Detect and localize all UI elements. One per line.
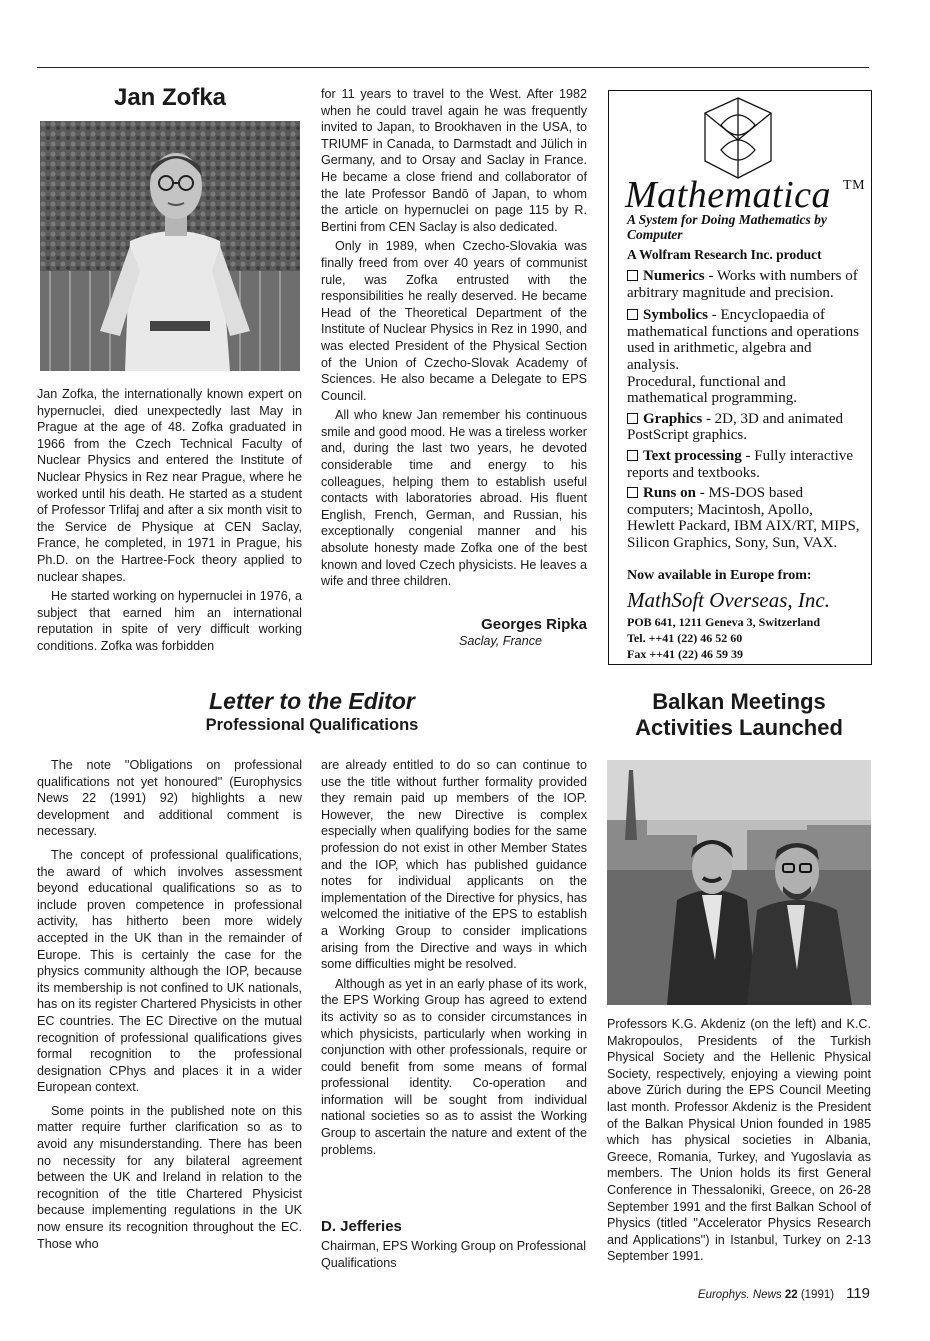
ad-feature-programming xyxy=(627,374,863,407)
obituary-author: Georges Ripka xyxy=(481,616,587,633)
obituary-column-1 xyxy=(37,386,302,655)
paragraph: The note ''Obligations on professional qualifications not yet honoured'' (Europhysics News 22 (1991) 92) highlights a new development and additional comment is necessary. xyxy=(37,758,302,839)
paragraph: for 11 years to travel to the West. After 1982 when he could travel again he was frequently invited to Japan, to Brookhaven in the USA, to TRIUMF in Canada, to Darmstadt and Jülich in Germany, and to Orsay and Saclay in France. He became a close friend and collaborator of the late Professor Bandō of Japan, to whom the article on hypernuclei on page 115 by R. Bertini from CEN Saclay is also dedicated. xyxy=(321,87,587,234)
letter-affiliation: Chairman, EPS Working Group on Professional Qualifications xyxy=(321,1239,587,1270)
obituary-affiliation: Saclay, France xyxy=(458,634,542,648)
journal-volume: 22 xyxy=(784,1289,798,1301)
page-number: 119 xyxy=(846,1285,870,1302)
ad-vendor: A Wolfram Research Inc. product xyxy=(627,247,822,262)
ad-feature-list xyxy=(627,268,863,552)
feature-label: Symbolics xyxy=(643,307,709,324)
checkbox-icon xyxy=(627,270,638,281)
paragraph: Only in 1989, when Czecho-Slovakia was finally freed from over 40 years of communist rule, was Zofka entrusted with the responsibilities he really deserved. He became Head of the Theoretical Department of the Institute of Nuclear Physics in Rez in 1990, and was elected President of the Physical Section of the Union of Czecho-Slovak Academy of Sciences. He also became a Delegate to EPS Council. xyxy=(321,239,587,403)
ad-address: POB 641, 1211 Geneva 3, Switzerland xyxy=(627,615,820,629)
ad-product-name-text: Mathematica xyxy=(625,174,832,216)
ad-feature-graphics xyxy=(627,411,863,444)
paragraph: All who knew Jan remember his continuous smile and good mood. He was a tireless worker and, during the last two years, he devoted considerable time and energy to his colleagues, helping them to establish useful contacts with laboratories abroad. His fluent English, French, German, and Russian, his exceptionally congenial manner and his absolute honesty made Zofka one of the best known and loved Czech physicists. He leaves a wife and three children. xyxy=(321,408,587,589)
letter-column-1 xyxy=(37,757,302,1252)
checkbox-icon xyxy=(627,450,638,461)
feature-text: - MS-DOS based computers; Macintosh, Apollo, Hewlett Packard, IBM AIX/RT, MIPS, Silicon Graphics, Sony, Sun, VAX. xyxy=(627,485,860,551)
top-rule xyxy=(37,67,869,68)
page-footer xyxy=(600,1285,870,1303)
ad-feature-runs-on xyxy=(627,485,863,551)
balkan-title-line-1: Balkan Meetings xyxy=(652,689,826,714)
ad-tel: Tel. ++41 (22) 46 52 60 xyxy=(627,631,743,645)
portrait-photo xyxy=(40,121,300,371)
letter-subtitle: Professional Qualifications xyxy=(205,716,419,734)
ad-tagline: A System for Doing Mathematics by Computer xyxy=(627,212,827,242)
ad-fax: Fax ++41 (22) 46 59 39 xyxy=(627,647,743,661)
letter-author: D. Jefferies xyxy=(321,1218,402,1235)
paragraph: Some points in the published note on this matter require further clarification so as to avoid any misunderstanding. There has been no necessity for any bilateral agreement between the UK and Ireland in relation to the recognition of the title Chartered Physicist because implementing regulations in the UK now ensure its recognition throughout the EC. Those who xyxy=(37,1103,302,1251)
feature-text: - 2D, 3D and animated PostScript graphics. xyxy=(627,410,843,444)
paragraph: are already entitled to do so can continue to use the title without further formality provided they remain paid up members of the IOP. However, the new Directive is complex especially when qualifying bodies for the same profession do not exist in other Member States and the IOP, which has published guidance notes for individual applicants on the implementation of the Directive for physics, has welcomed the initiative of the EPS to establish a Working Group to consider implications arising from the Directive and ways in which some difficulties might be resolved. xyxy=(321,758,587,972)
feature-label: Graphics xyxy=(643,410,703,427)
feature-text: - Fully interactive reports and textbooks. xyxy=(627,447,853,481)
paragraph: The concept of professional qualifications, the award of which involves assessment beyond educational qualifications so as to include proven competence in professional activity, has hitherto been more widely accepted in the UK than in the remainder of Europe. This is certainly the case for the physics community although the IOP, because its membership is not confined to UK nationals, has on its register Chartered Physicists in other EC countries. The EC Directive on the mutual recognition of professional qualifications gives formal recognition to the professional designation CPhys and places it in a wider European context. xyxy=(37,847,302,1095)
checkbox-icon xyxy=(627,309,638,320)
ad-feature-numerics xyxy=(627,268,863,301)
balkan-title-line-2: Activities Launched xyxy=(635,715,843,740)
checkbox-icon xyxy=(627,487,638,498)
feature-text: - Encyclopaedia of mathematical functions and operations used in arithmetic, algebra and analysis. xyxy=(627,307,860,373)
ad-product-name xyxy=(625,173,865,217)
ad-company: MathSoft Overseas, Inc. xyxy=(627,588,830,612)
feature-label: Numerics xyxy=(643,268,705,284)
paragraph: Professors K.G. Akdeniz (on the left) and K.C. Makropoulos, Presidents of the Turkish Physical Society and the Hellenic Physical Society, respectively, enjoying a viewing point above Zürich during the EPS Council Meeting last month. Professor Akdeniz is the President of the Balkan Physical Union founded in 1985 which has physical societies in Albania, Greece, Romania, Turkey, and Yugoslavia as members. The Union holds its first General Conference in Thessaloniki, Greece, on 26-28 September 1991 and the first Balkan School of Physics (titled ''Accelerator Physics Research and Applications'') in Istanbul, Turkey on 2-13 September 1991. xyxy=(607,1017,871,1264)
paragraph: Although as yet in an early phase of its work, the EPS Working Group has agreed to extend its activity so as to consider circumstances in which physicists, particularly when working in conjunction with other professionals, require or could benefit from some means of formal professional identity. Co-operation and information will be sought from individual national societies so as to assist the Working Group to ascertain the nature and extent of the problems. xyxy=(321,976,587,1157)
obituary-title: Jan Zofka xyxy=(113,84,227,111)
feature-label: Runs on xyxy=(643,485,696,502)
journal-year: (1991) xyxy=(797,1289,835,1301)
trademark: TM xyxy=(843,178,866,193)
feature-text: - Works with numbers of arbitrary magnitude and precision. xyxy=(627,268,858,301)
letter-title: Letter to the Editor xyxy=(209,688,415,714)
journal-name: Europhys. News xyxy=(697,1289,785,1301)
ad-feature-text-processing xyxy=(627,448,863,481)
paragraph: Jan Zofka, the internationally known expert on hypernuclei, died unexpectedly last May in Prague at the age of 48. Zofka graduated in 1966 from the Czech Technical Faculty of Nuclear Physics and entered the Institute of Nuclear Physics in Rez near Prague, where he worked until his death. He started as a student of Professor Trlifaj and after a six month visit to the Service de Physique at CEN Saclay, France, he completed, in 1971 in Prague, his Ph.D. on the Hartree-Fock theory applied to nuclear shapes. xyxy=(37,387,302,584)
feature-label: Text processing xyxy=(643,447,742,464)
paragraph: He started working on hypernuclei in 1976, a subject that earned him an international reputation in spite of very difficult working conditions. Zofka was forbidden xyxy=(37,589,302,653)
mathematica-advertisement xyxy=(608,90,872,665)
balkan-caption xyxy=(607,1016,871,1265)
group-photo xyxy=(607,760,871,1005)
feature-text: Procedural, functional and mathematical programming. xyxy=(627,373,797,407)
ad-feature-symbolics xyxy=(627,307,863,373)
letter-column-2 xyxy=(321,757,587,1158)
ad-available: Now available in Europe from: xyxy=(627,568,812,583)
mathematica-polyhedron-icon xyxy=(701,95,775,181)
checkbox-icon xyxy=(627,413,638,424)
obituary-column-2 xyxy=(321,86,587,590)
